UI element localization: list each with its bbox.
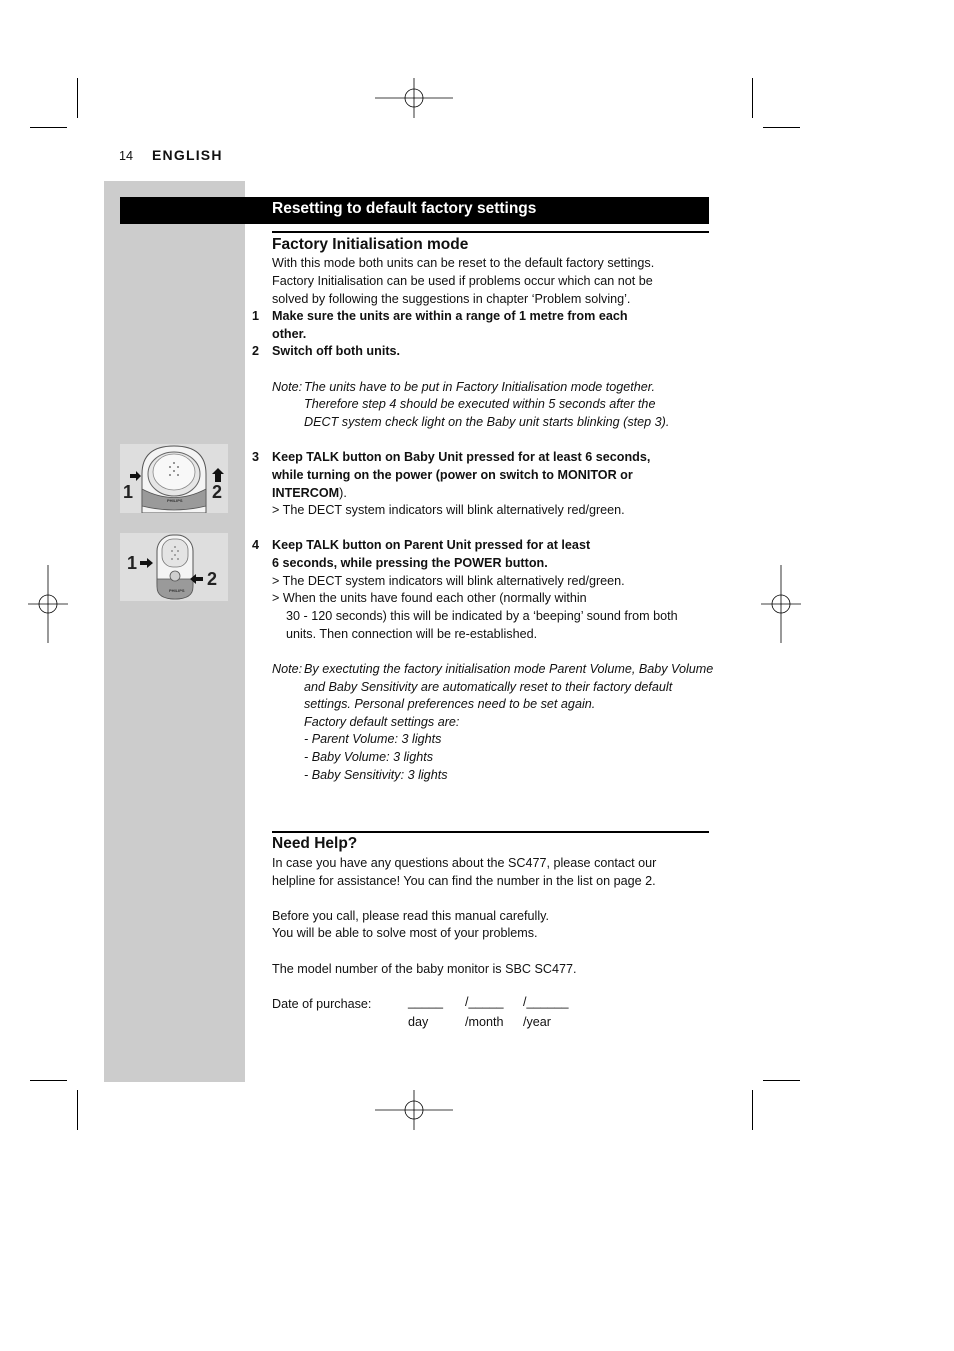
date-day-field: _____ — [408, 995, 444, 1009]
step-4-result: units. Then connection will be re-established. — [286, 627, 538, 641]
note-line: Therefore step 4 should be executed within 5 seconds after the — [304, 397, 656, 411]
help-text: The model number of the baby monitor is SBC SC477. — [272, 962, 577, 976]
note-line: - Baby Volume: 3 lights — [304, 750, 434, 764]
help-heading: Need Help? — [272, 835, 358, 852]
registration-mark-top — [373, 78, 455, 118]
language-label: ENGLISH — [152, 147, 223, 163]
note-line: The units have to be put in Factory Initialisation mode together. — [304, 380, 655, 394]
date-month-field: /_____ — [465, 995, 504, 1009]
grey-sidebar — [104, 181, 245, 1082]
step-4-result: 30 - 120 seconds) this will be indicated by a ‘beeping’ sound from both — [286, 609, 678, 623]
step-1-text: Make sure the units are within a range of 1 metre from each — [272, 309, 628, 323]
page-number: 14 — [119, 149, 134, 163]
step-number: 1 — [252, 309, 260, 323]
step-4-result: > When the units have found each other (normally within — [272, 591, 587, 605]
registration-mark-bottom — [373, 1090, 455, 1130]
date-label: Date of purchase: — [272, 997, 372, 1011]
registration-mark-right — [761, 565, 801, 643]
crop-mark — [763, 127, 800, 128]
registration-mark-left — [28, 565, 68, 643]
brand-logo: PHILIPS — [169, 588, 185, 593]
step-3-text — [272, 484, 347, 502]
note-line: Factory default settings are: — [304, 715, 460, 729]
step-4-result: > The DECT system indicators will blink alternatively red/green. — [272, 574, 625, 588]
factory-heading: Factory Initialisation mode — [272, 236, 469, 253]
figure-label-1: 1 — [123, 482, 134, 502]
parent-unit-illustration — [120, 533, 228, 601]
note-label: Note: — [272, 380, 303, 394]
step-3-result: > The DECT system indicators will blink alternatively red/green. — [272, 503, 625, 517]
crop-mark — [30, 1080, 67, 1081]
note-label: Note: — [272, 662, 303, 676]
date-year-field: /______ — [523, 995, 569, 1009]
crop-mark — [77, 78, 78, 118]
note-line: settings. Personal preferences need to be set again. — [304, 697, 596, 711]
figure-label-2: 2 — [207, 569, 218, 589]
note-line: - Baby Sensitivity: 3 lights — [304, 768, 448, 782]
section-rule — [272, 831, 709, 833]
step-1-text: other. — [272, 327, 307, 341]
help-text: Before you call, please read this manual carefully. — [272, 909, 549, 923]
date-year-caption: /year — [523, 1015, 551, 1029]
brand-logo: PHILIPS — [167, 498, 183, 503]
step-4-text: Keep TALK button on Parent Unit pressed for at least — [272, 538, 591, 552]
note-line: DECT system check light on the Baby unit starts blinking (step 3). — [304, 415, 670, 429]
intro-line: With this mode both units can be reset to the default factory settings. — [272, 256, 655, 270]
step-number: 3 — [252, 450, 260, 464]
note-line: and Baby Sensitivity are automatically reset to their factory default — [304, 680, 673, 694]
intro-line: solved by following the suggestions in chapter ‘Problem solving’. — [272, 292, 631, 306]
note-line: - Parent Volume: 3 lights — [304, 732, 442, 746]
step-number: 4 — [252, 538, 260, 552]
help-text: You will be able to solve most of your problems. — [272, 926, 538, 940]
note-line: By exectuting the factory initialisation mode Parent Volume, Baby Volume — [304, 662, 714, 676]
step-2-text: Switch off both units. — [272, 344, 401, 358]
figure-label-2: 2 — [212, 482, 223, 502]
help-text: helpline for assistance! You can find the number in the list on page 2. — [272, 874, 656, 888]
section-title: Resetting to default factory settings — [272, 200, 537, 217]
step-number: 2 — [252, 344, 260, 358]
baby-unit-illustration — [120, 444, 228, 513]
date-month-caption: /month — [465, 1015, 504, 1029]
crop-mark — [752, 78, 753, 118]
intro-line: Factory Initialisation can be used if problems occur which can not be — [272, 274, 653, 288]
crop-mark — [763, 1080, 800, 1081]
crop-mark — [30, 127, 67, 128]
step-3-text: Keep TALK button on Baby Unit pressed for at least 6 seconds, — [272, 450, 651, 464]
crop-mark — [77, 1090, 78, 1130]
figure-label-1: 1 — [127, 553, 138, 573]
section-rule — [272, 231, 709, 233]
step-4-text: 6 seconds, while pressing the POWER button. — [272, 556, 548, 570]
step-3-text: while turning on the power (power on switch to MONITOR or — [272, 468, 633, 482]
step-3-tail: ). — [339, 486, 347, 500]
date-day-caption: day — [408, 1015, 429, 1029]
intercom-label: INTERCOM — [272, 486, 340, 500]
crop-mark — [752, 1090, 753, 1130]
help-text: In case you have any questions about the SC477, please contact our — [272, 856, 657, 870]
